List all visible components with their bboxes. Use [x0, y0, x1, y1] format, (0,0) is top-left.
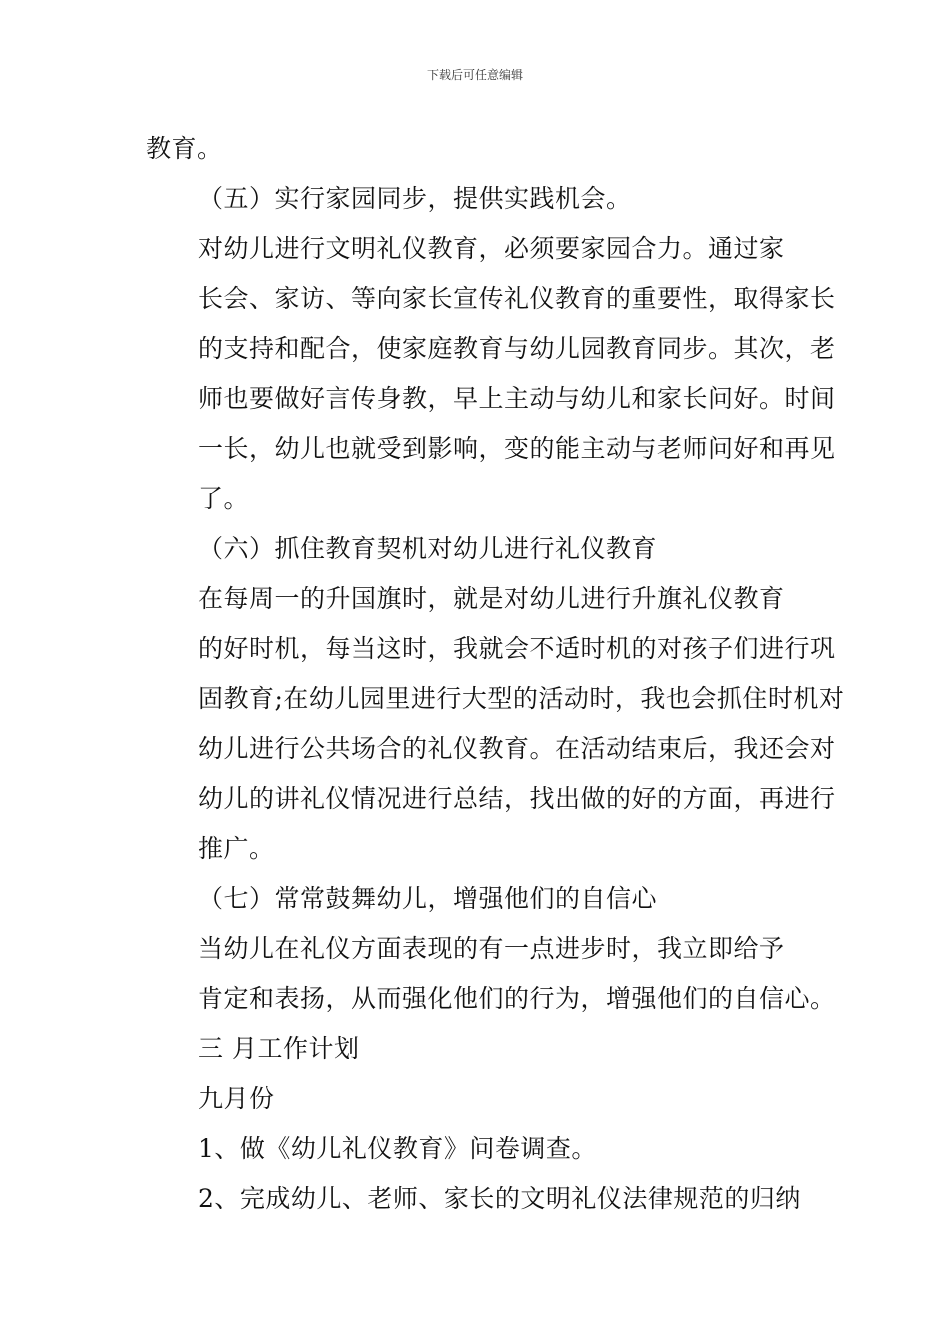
- text-line: 1、做《幼儿礼仪教育》问卷调查。: [198, 1134, 597, 1163]
- paragraph: [146, 524, 810, 574]
- text-line: 对幼儿进行文明礼仪教育，必须要家园合力。通过家: [198, 234, 785, 263]
- text-line: 2、完成幼儿、老师、家长的文明礼仪法律规范的归纳: [198, 1184, 801, 1213]
- text-line: 肯定和表扬，从而强化他们的行为，增强他们的自信心。: [198, 984, 836, 1013]
- text-line: （七）常常鼓舞幼儿，增强他们的自信心: [198, 884, 658, 913]
- page-header: 下载后可任意编辑: [426, 68, 523, 82]
- document-body: [146, 124, 845, 1224]
- paragraph: [146, 574, 845, 874]
- text-line: 三 月工作计划: [198, 1034, 360, 1063]
- text-line: 幼儿的讲礼仪情况进行总结，找出做的好的方面，再进行: [198, 784, 836, 813]
- text-line: 幼儿进行公共场合的礼仪教育。在活动结束后，我还会对: [198, 734, 836, 763]
- text-line: 教育。: [146, 134, 223, 163]
- text-line: 当幼儿在礼仪方面表现的有一点进步时，我立即给予: [198, 934, 785, 963]
- paragraph: [146, 124, 810, 174]
- paragraph: [146, 1174, 810, 1224]
- text-line: 的支持和配合，使家庭教育与幼儿园教育同步。其次，老: [198, 334, 836, 363]
- text-line: （六）抓住教育契机对幼儿进行礼仪教育: [198, 534, 658, 563]
- paragraph: [146, 924, 836, 1024]
- paragraph: [146, 1124, 810, 1174]
- paragraph: [146, 224, 836, 524]
- paragraph: [146, 174, 810, 224]
- text-line: 了。: [198, 484, 250, 513]
- text-line: 长会、家访、等向家长宣传礼仪教育的重要性，取得家长: [198, 284, 836, 313]
- paragraph: [146, 1074, 810, 1124]
- paragraph: [146, 874, 810, 924]
- text-line: 推广。: [198, 834, 275, 863]
- text-line: 师也要做好言传身教，早上主动与幼儿和家长问好。时间: [198, 384, 836, 413]
- text-line: 一长，幼儿也就受到影响，变的能主动与老师问好和再见: [198, 434, 836, 463]
- text-line: 固教育;在幼儿园里进行大型的活动时，我也会抓住时机对: [198, 684, 845, 713]
- text-line: 九月份: [198, 1084, 275, 1113]
- paragraph: [146, 1024, 810, 1074]
- text-line: 在每周一的升国旗时，就是对幼儿进行升旗礼仪教育: [198, 584, 785, 613]
- text-line: （五）实行家园同步，提供实践机会。: [198, 184, 632, 213]
- text-line: 的好时机，每当这时，我就会不适时机的对孩子们进行巩: [198, 634, 836, 663]
